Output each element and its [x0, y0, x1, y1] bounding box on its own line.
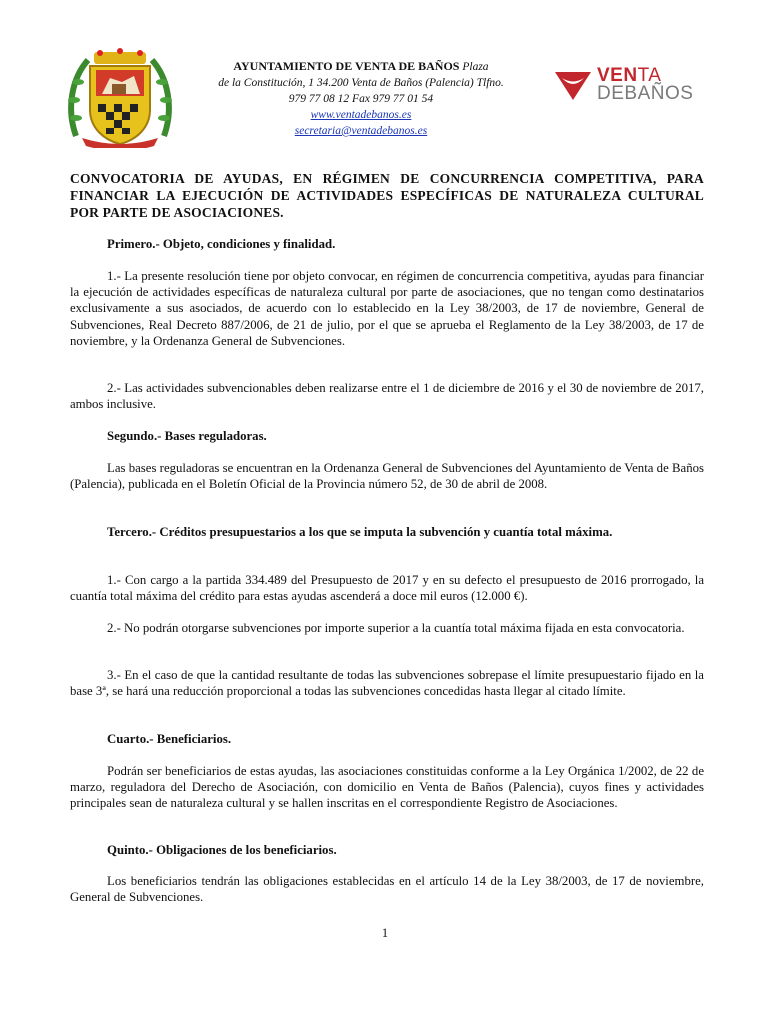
heading-segundo: Segundo.- Bases reguladoras. — [107, 429, 267, 443]
email-link[interactable]: secretaria@ventadebanos.es — [294, 125, 428, 137]
logo-mark-icon — [553, 68, 593, 102]
document-title: CONVOCATORIA DE AYUDAS, EN RÉGIMEN DE CONCURRENCIA COMPETITIVA, PARA FINANCIAR LA EJECUCIÓN DE ACTIVIDADES ESPECÍFICAS DE NATURALEZA CULTURAL POR PARTE DE ASOCIACIONES. — [70, 171, 704, 220]
paragraph-segundo-1: Las bases reguladoras se encuentran en la Ordenanza General de Subvenciones del Ayuntamiento de Venta de Baños (Palencia), publicada en el Boletín Oficial de la Provincia número 52, de 30 de abril de 2008. — [70, 461, 704, 492]
address-plaza: Plaza — [462, 61, 489, 73]
address-line: de la Constitución, 1 34.200 Venta de Baños (Palencia) Tlfno. — [218, 77, 504, 89]
heading-quinto: Quinto.- Obligaciones de los beneficiarios. — [107, 843, 337, 857]
logo-wordmark-top: VENTA — [597, 65, 662, 86]
heading-tercero: Tercero.- Créditos presupuestarios a los que se imputa la subvención y cuantía total máxima. — [107, 525, 613, 539]
coat-of-arms-icon — [68, 48, 172, 148]
paragraph-tercero-2: 2.- No podrán otorgarse subvenciones por importe superior a la cuantía total máxima fijada en esta convocatoria. — [107, 621, 685, 635]
heading-cuarto: Cuarto.- Beneficiarios. — [107, 732, 232, 746]
logo-wordmark-bottom: DEBAÑOS — [597, 83, 694, 104]
website-link[interactable]: www.ventadebanos.es — [310, 109, 412, 121]
paragraph-cuarto-1: Podrán ser beneficiarios de estas ayudas, las asociaciones constituidas conforme a la Ley Orgánica 1/2002, de 22 de marzo, reguladora del Derecho de Asociación, con domicilio en Venta de Baños (Palencia), cuyos fines y actividades principales sean de naturaleza cultural y se hallen inscritas en el correspondiente Registro de Asociaciones. — [70, 764, 704, 811]
phone-fax: 979 77 08 12 Fax 979 77 01 54 — [288, 93, 434, 105]
paragraph-tercero-3: 3.- En el caso de que la cantidad resultante de todas las subvenciones sobrepase el límite presupuestario fijado en la base 3ª, se hará una reducción proporcional a todas las subvenciones concedidas hasta llegar al citado límite. — [70, 668, 704, 699]
organization-name: AYUNTAMIENTO DE VENTA DE BAÑOS — [233, 59, 460, 73]
page-number: 1 — [381, 926, 389, 940]
paragraph-tercero-1: 1.- Con cargo a la partida 334.489 del Presupuesto de 2017 y en su defecto el presupuesto de 2016 prorrogado, la cuantía total máxima del crédito para estas ayudas ascenderá a doce mil euros (12.000 €). — [70, 573, 704, 604]
heading-primero: Primero.- Objeto, condiciones y finalidad. — [107, 237, 336, 251]
paragraph-primero-2: 2.- Las actividades subvencionables deben realizarse entre el 1 de diciembre de 2016 y el 30 de noviembre de 2017, ambos inclusive. — [70, 381, 704, 412]
paragraph-primero-1: 1.- La presente resolución tiene por objeto convocar, en régimen de concurrencia competitiva, ayudas para financiar la ejecución de actividades específicas de naturaleza cultural por parte de asociaciones, que no tengan como destinatarios exclusivamente a sus asociados, de acuerdo con lo establecido en la Ley 38/2003, de 17 de noviembre, General de Subvenciones, Real Decreto 887/2006, de 21 de julio, por el que se aprueba el Reglamento de la Ley 38/2003, de 17 de noviembre, y la Ordenanza General de Subvenciones. — [70, 269, 704, 348]
letterhead — [196, 58, 526, 139]
paragraph-quinto-1: Los beneficiarios tendrán las obligaciones establecidas en el artículo 14 de la Ley 38/2003, de 17 de noviembre, General de Subvenciones. — [70, 874, 704, 905]
venta-de-banos-logo — [553, 66, 703, 106]
